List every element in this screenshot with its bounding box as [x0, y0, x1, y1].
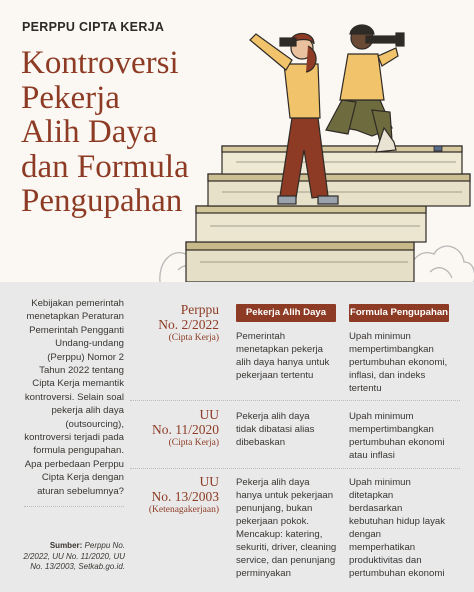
law-line: No. 2/2022	[158, 317, 219, 332]
title-line: dan Formula	[21, 148, 189, 185]
title-line: Alih Daya	[21, 114, 158, 150]
intro-paragraph: Kebijakan pemerintah menetapkan Peraturan Pemerintah Pengganti Undang-undang (Perppu) Nomor 2 Tahun 2022 tentang Cipta Kerja memantik kontroversi. Selain soal pekerja alih daya (outsourcing), kontroversi terjadi pada formula pengupahan. Apa perbedaan Perppu Cipta Kerja dengan aturan sebelumnya?	[24, 298, 124, 497]
column-header-pengupahan: Formula Pengupahan	[349, 304, 449, 322]
cell-alih-daya: Pekerja alih daya tidak dibatasi alias dibebaskan	[236, 411, 315, 448]
row-divider	[130, 400, 460, 401]
law-line: No. 11/2020	[152, 422, 219, 437]
source-text: Perppu No. 2/2022, UU No. 11/2020, UU No. 13/2003, Setkab.go.id.	[23, 541, 125, 571]
cell-alih-daya: Pemerintah menetapkan pekerja alih daya hanya untuk pekerjaan tertentu	[236, 331, 330, 381]
title-line: Kontroversi	[21, 45, 179, 81]
row-divider	[130, 468, 460, 469]
cell-pengupahan: Upah minimun mempertimbangkan pertumbuhan ekonomi, inflasi, dan indeks tertentu	[349, 331, 448, 394]
cell-alih-daya: Pekerja alih daya hanya untuk pekerjaan penunjang, bukan pekerjaan pokok. Mencakup: katering, sekuriti, driver, cleaning service, dan penunjang perminyakan	[236, 477, 337, 579]
header	[0, 0, 474, 282]
title-line: Pekerja	[21, 79, 120, 116]
law-line: UU	[199, 474, 219, 489]
intro-text	[22, 297, 124, 498]
law-line: (Cipta Kerja)	[168, 333, 219, 343]
title-line: Pengupahan	[21, 183, 183, 219]
comparison-section	[0, 282, 474, 592]
law-label-uu-13	[130, 474, 219, 516]
source-label: Sumber:	[49, 541, 83, 550]
law-line: Perppu	[180, 302, 219, 317]
kicker: PERPPU CIPTA KERJA	[22, 20, 165, 34]
source-note	[22, 541, 125, 573]
law-line: UU	[199, 407, 219, 422]
law-label-uu-11	[130, 407, 219, 449]
column-header-alih-daya: Pekerja Alih Daya	[236, 304, 336, 322]
law-line: (Ketenagakerjaan)	[148, 505, 219, 515]
law-line: No. 13/2003	[151, 489, 219, 504]
cell-pengupahan: Upah minimum mempertimbangkan pertumbuhan ekonomi atau inflasi	[349, 411, 445, 461]
divider	[24, 506, 124, 507]
cell-pengupahan: Upah minimun ditetapkan berdasarkan kebutuhan hidup layak dengan memperhatikan produktivitas dan pertumbuhan ekonomi	[349, 477, 446, 579]
law-label-perppu	[130, 302, 219, 344]
law-line: (Cipta Kerja)	[168, 438, 219, 448]
illustration-people-on-books	[150, 0, 474, 282]
